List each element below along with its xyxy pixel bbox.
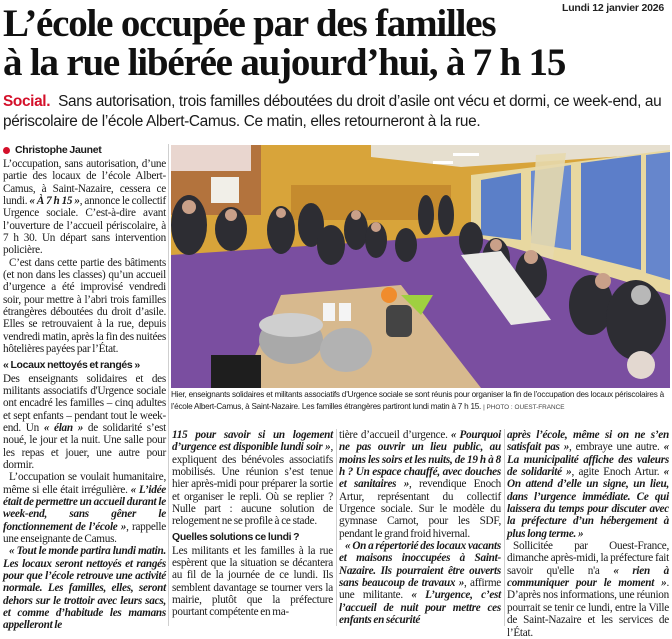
text: , agite Enoch Artur. bbox=[571, 466, 660, 479]
standfirst-text: Sans autorisation, trois familles déboutées du droit d’asile ont vécu et dormi, ce week-end, au périscolaire de l’école Albert-Camus. Ce matin, elles retourneront à la rue. bbox=[3, 93, 662, 130]
quote: « La municipalité affiche des valeurs de solidarité » bbox=[507, 441, 669, 479]
byline-dot-icon bbox=[3, 147, 10, 154]
pot-lid bbox=[259, 313, 323, 337]
text: de solidarité s’est noué, le jour et la nuit. Une salle pour les repas et jouer, une autre pour dormir. bbox=[3, 421, 167, 471]
article-column-1 bbox=[3, 144, 166, 632]
posters bbox=[171, 145, 251, 171]
caption-text: Hier, enseignants solidaires et militants associatifs d’Urgence sociale se sont réunis pour organiser la fin de l’occupation des locaux périscolaires à l’école Albert-Camus, à Saint-Nazaire. Les familles étrangères partiront lundi matin à 7 h 15. bbox=[171, 390, 664, 411]
article-column-2 bbox=[172, 429, 333, 619]
quote: « L’urgence, c’est l’accueil de nuit pour mettre ces enfants en sécurité bbox=[339, 589, 501, 627]
quote: 115 pour savoir si un logement d’urgence est disponible lundi soir » bbox=[172, 429, 333, 454]
window bbox=[646, 152, 670, 280]
headline-line-2: à la rue libérée aujourd’hui, à 7 h 15 bbox=[3, 41, 566, 84]
standfirst bbox=[3, 92, 669, 132]
article-photo bbox=[171, 145, 670, 388]
light bbox=[453, 153, 479, 156]
paragraph bbox=[172, 429, 333, 528]
photo-caption bbox=[171, 389, 670, 414]
quote: « Tout le monde partira lundi matin. Les locaux seront nettoyés et rangés pour que l’école retrouve une activité normale. Les familles, elles, seront dehors sur le trottoir avec leurs sacs, et comme d’habitude les mamans appelleront le bbox=[3, 545, 166, 632]
article-column-4 bbox=[507, 429, 669, 639]
paragraph bbox=[507, 540, 669, 639]
headline-line-1: L’école occupée par des familles bbox=[3, 2, 496, 45]
paragraph: Les militants et les familles à la rue espèrent que la situation se décantera au fil de la journée de ce lundi. Ils semblent davantage se tourner vers la mairie, plutôt que la préfecture pourtant compétente en ma- bbox=[172, 544, 333, 619]
text: Des enseignants solidaires et des militants associatifs d'Urgence sociale ont encadré les familles – cinq adultes et sept enfants – pendant tout le week-end. Un bbox=[3, 372, 166, 434]
text: L’occupation se voulait humanitaire, même si elle était irrégulière. bbox=[3, 471, 166, 496]
text: , expliquent des bénévoles associatifs mobilisés. Une réunion s’est tenue hier après-midi pour préparer la sortie et organiser le repli. Où se replier ? Nulle part : aucune solution de relogement ne se profile à ce stade. bbox=[172, 441, 333, 528]
text: Sollicitée par Ouest-France, dimanche après-midi, la préfecture fait savoir qu'elle n'a bbox=[507, 540, 669, 577]
quote: « On a répertorié des locaux vacants et maisons inoccupées à Saint-Nazaire. Ils pourraient être ouverts sans beaucoup de travaux » bbox=[339, 540, 501, 590]
quote: « élan » bbox=[43, 421, 84, 434]
paragraph: C’est dans cette partie des bâtiments (et non dans les classes) qu’un accueil d’urgence a été improvisé vendredi soir, pour mettre à l’abri trois familles étrangères déboutées du droit d’asile. Elles se retrouvaient à la rue, depuis vendredi matin, après la fin des nuitées hôtelières payées par l’État. bbox=[3, 256, 166, 356]
text: . D’après nos informations, une réunion pourrait se tenir ce lundi, entre la Ville de Saint-Nazaire et les services de l’État. bbox=[507, 577, 669, 639]
headline bbox=[3, 4, 671, 82]
byline bbox=[3, 144, 166, 157]
quote: « Pourquoi ne pas ouvrir un lieu public, au moins les soirs et les nuits, de 19 h à 8 h ? Un espace chauffé, avec douches et sanitaires » bbox=[339, 429, 502, 491]
window bbox=[581, 155, 641, 270]
quote: après l’école, même si on ne s’en satisfait pas » bbox=[507, 429, 669, 454]
photo-illustration bbox=[171, 145, 670, 388]
column-divider bbox=[336, 429, 337, 626]
paragraph bbox=[3, 471, 166, 545]
text: , affirme une militante. bbox=[339, 577, 501, 602]
pressure-cooker bbox=[320, 328, 372, 372]
quote: « rien à communiquer pour le moment » bbox=[507, 564, 669, 590]
paragraph bbox=[507, 429, 669, 540]
notice bbox=[211, 177, 239, 203]
photo-credit: | PHOTO : OUEST-FRANCE bbox=[483, 404, 565, 411]
paragraph bbox=[3, 158, 166, 257]
light bbox=[433, 161, 453, 164]
column-divider bbox=[504, 429, 505, 626]
paragraph bbox=[339, 429, 501, 540]
quote: « On attend d’elle un signe, un lieu, dans l’urgence immédiate. Ce qui laissera du temps pour discuter avec la préfecture d’un hébergement à plus long terme. » bbox=[507, 466, 670, 540]
text: , rappelle une enseignante de Camus. bbox=[3, 520, 166, 545]
text: L’occupation, sans autorisation, d’une partie des locaux de l’école Albert-Camus, à Saint-Nazaire, cessera ce lundi. bbox=[3, 158, 166, 208]
paper-roll bbox=[323, 303, 335, 321]
paragraph bbox=[3, 545, 166, 631]
bag bbox=[211, 355, 261, 388]
text: , embraye une autre. bbox=[569, 441, 660, 454]
window bbox=[481, 173, 521, 240]
subheading: Quelles solutions ce lundi ? bbox=[172, 530, 300, 543]
subheading: « Locaux nettoyés et rangés » bbox=[3, 358, 140, 371]
author-name: Christophe Jaunet bbox=[15, 144, 102, 157]
text: tière d’accueil d’urgence. bbox=[339, 429, 448, 441]
paper-roll bbox=[339, 303, 351, 321]
paragraph bbox=[339, 540, 501, 626]
oranges bbox=[381, 287, 397, 303]
section-kicker: Social. bbox=[3, 93, 51, 110]
text: , annonce le collectif Urgence sociale. C’est-à-dire avant l’ouverture de l’accueil périscolaire, à 7 h 30. Un départ sans intervention policière. bbox=[3, 195, 167, 257]
publication-date: Lundi 12 janvier 2026 bbox=[561, 2, 664, 14]
quote: « L’idée était de permettre un accueil durant le week-end, sans gêner le fonctionnement de l’école » bbox=[3, 483, 166, 533]
quote: « À 7 h 15 » bbox=[29, 195, 80, 208]
column-divider bbox=[168, 144, 169, 626]
paragraph bbox=[3, 373, 166, 472]
text: , revendique Enoch Artur, représentant du collectif Urgence sociale. Sur le modèle du gymnase Carnot, pour les SDF, pendant le grand froid hivernal. bbox=[339, 478, 501, 540]
article-column-3 bbox=[339, 429, 501, 627]
kettle bbox=[386, 305, 412, 337]
